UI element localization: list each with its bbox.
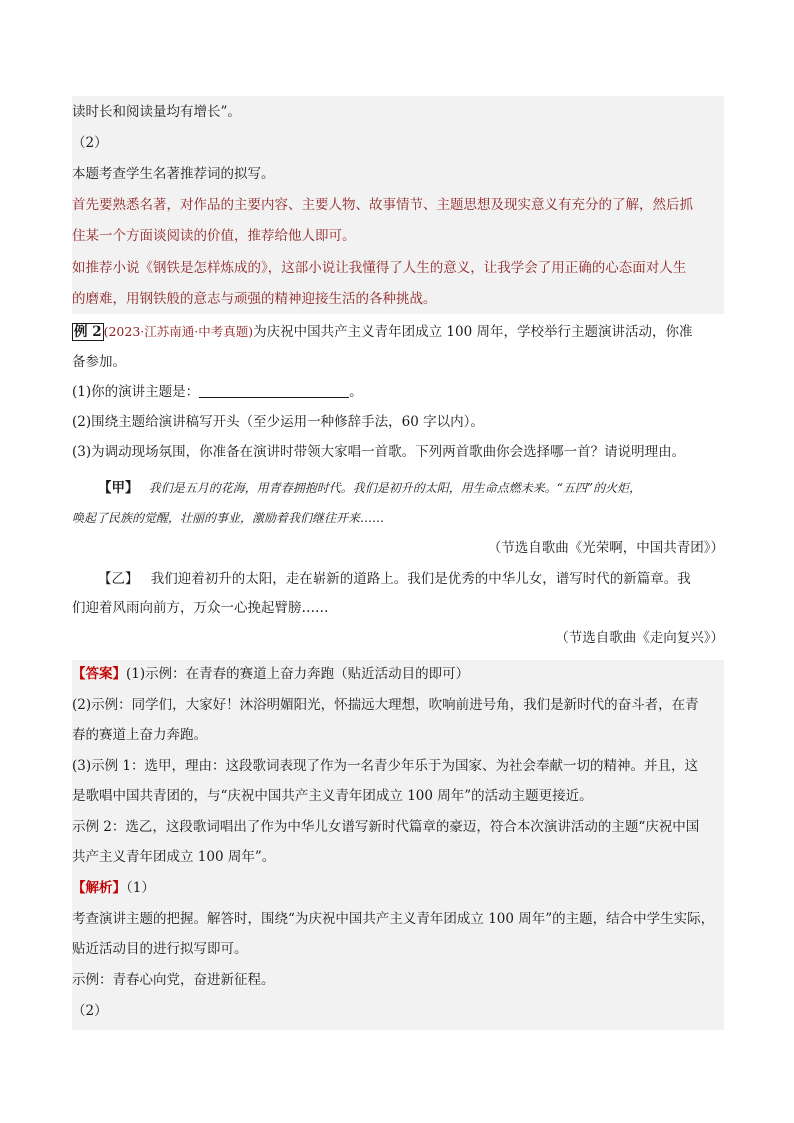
- text-line: 读时长和阅读量均有增长”。: [72, 104, 241, 120]
- sub-number: （2）: [72, 135, 108, 151]
- answer-3-line4: 共产主义青年团成立 100 周年”。: [72, 849, 276, 865]
- answer-line-1: [72, 664, 469, 684]
- analysis-continued-block: [72, 96, 724, 314]
- answer-3-line2: 是歌唱中国共青团的，与“庆祝中国共产主义青年团成立 100 周年”的活动主题更接近。: [72, 788, 593, 804]
- lyric-yi-source: （节选自歌曲《走向复兴》）: [555, 630, 724, 646]
- question-1: [72, 382, 363, 402]
- question-3: (3)为调动现场氛围，你准备在演讲时带领大家唱一首歌。下列两首歌曲你会选择哪一首？请说明理由。: [72, 444, 686, 460]
- question-1-prefix: (1)你的演讲主题是：: [72, 384, 200, 400]
- analysis-number: （1）: [126, 880, 155, 896]
- answer-2-line1: (2)示例：同学们，大家好！沐浴明媚阳光，怀揣远大理想，吹响前进号角，我们是新时代的奋斗者，在青: [72, 697, 699, 713]
- lyric-yi-line2: 们迎着风雨向前方，万众一心挽起臂膀……: [72, 600, 329, 616]
- answer-2-line2: 春的赛道上奋力奔跑。: [72, 727, 207, 743]
- analysis-label: 【解析】: [72, 880, 126, 896]
- answer-block: [72, 660, 724, 1030]
- lyric-jia-source: （节选自歌曲《光荣啊，中国共青团》）: [487, 540, 724, 556]
- question-stem: 为庆祝中国共产主义青年团成立 100 周年，学校举行主题演讲活动，你准: [253, 324, 693, 340]
- text-line: 本题考查学生名著推荐词的拟写。: [72, 166, 275, 182]
- lyric-yi-text: 我们迎着初升的太阳，走在崭新的道路上。我们是优秀的中华儿女，谱写时代的新篇章。我: [150, 571, 691, 587]
- answer-3-line1: (3)示例 1：选甲，理由：这段歌词表现了作为一名青少年乐于为国家、为社会奉献一切的精神。并且，这: [72, 758, 699, 774]
- text-line: 的磨难，用钢铁般的意志与顽强的精神迎接生活的各种挑战。: [72, 291, 437, 307]
- question-2: (2)围绕主题给演讲稿写开头（至少运用一种修辞手法，60 字以内）。: [72, 414, 484, 430]
- text-line: 首先要熟悉名著，对作品的主要内容、主要人物、故事情节、主题思想及现实意义有充分的了解，然后抓: [72, 197, 693, 213]
- example-tag: 例 2: [74, 324, 102, 340]
- lyric-jia-label: 【甲】: [98, 480, 139, 496]
- analysis-1-line1: 考查演讲主题的把握。解答时，围绕“为庆祝中国共产主义青年团成立 100 周年”的主题，结合中学生实际，: [72, 911, 715, 927]
- lyric-yi-line1: [98, 569, 691, 589]
- lyric-jia-text: 我们是五月的花海，用青春拥抱时代。我们是初升的太阳，用生命点燃未来。“五四”的火炬，: [148, 481, 642, 495]
- question-source: (2023·江苏南通·中考真题): [103, 324, 254, 339]
- question-stem-line: [72, 322, 692, 342]
- lyric-jia-line1: [98, 478, 641, 498]
- analysis-heading: [72, 878, 155, 898]
- analysis-1-line2: 贴近活动目的进行拟写即可。: [72, 941, 248, 957]
- lyric-jia-line2: 唤起了民族的觉醒，壮丽的事业，激励着我们继往开来……: [72, 511, 385, 525]
- analysis-2-number: （2）: [72, 1003, 108, 1019]
- analysis-1-example: 示例：青春心向党，奋进新征程。: [72, 972, 275, 988]
- answer-label: 【答案】: [72, 666, 126, 682]
- text-line: 如推荐小说《钢铁是怎样炼成的》，这部小说让我懂得了人生的意义，让我学会了用正确的心态面对人生: [72, 260, 687, 276]
- question-1-suffix: 。: [349, 384, 363, 400]
- question-stem-cont: 备参加。: [72, 354, 126, 370]
- answer-1: (1)示例：在青春的赛道上奋力奔跑（贴近活动目的即可）: [126, 666, 470, 682]
- answer-blank: [199, 383, 349, 398]
- lyric-yi-label: 【乙】: [98, 571, 139, 587]
- answer-3-line3: 示例 2：选乙，这段歌词唱出了作为中华儿女谱写新时代篇章的豪迈，符合本次演讲活动的主题“庆祝中国: [72, 819, 700, 835]
- question-block: [72, 318, 724, 658]
- text-line: 住某一个方面谈阅读的价值，推荐给他人即可。: [72, 228, 356, 244]
